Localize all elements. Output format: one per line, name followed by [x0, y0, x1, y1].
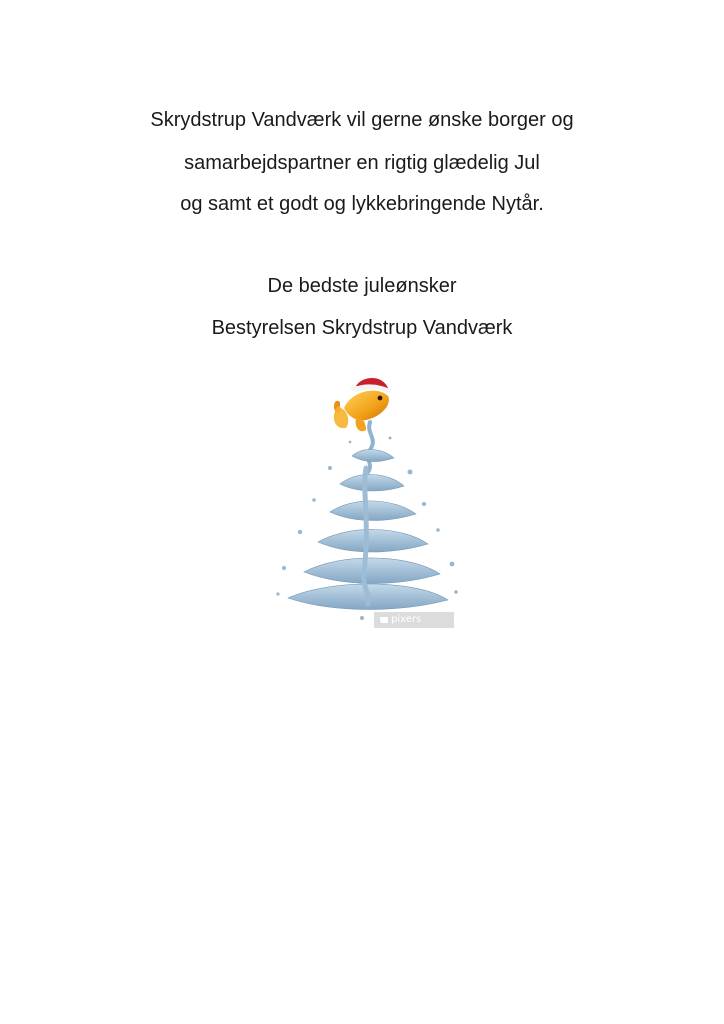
closing-line: De bedste juleønsker: [267, 275, 457, 297]
greeting-line-1: Skrydstrup Vandværk vil gerne ønske borger og: [150, 109, 574, 131]
goldfish-shape: [334, 391, 389, 432]
watermark-text: pixers: [391, 614, 422, 625]
camera-icon: [380, 617, 388, 623]
greeting-line-2: samarbejdspartner en rigtig glædelig Jul: [184, 152, 540, 174]
pixers-watermark: [374, 612, 454, 628]
water-splash-tree: [288, 422, 448, 610]
signature-line: Bestyrelsen Skrydstrup Vandværk: [211, 317, 513, 339]
greeting-line-3: og samt et godt og lykkebringende Nytår.: [180, 193, 544, 215]
water-christmas-tree-image: [270, 372, 460, 634]
